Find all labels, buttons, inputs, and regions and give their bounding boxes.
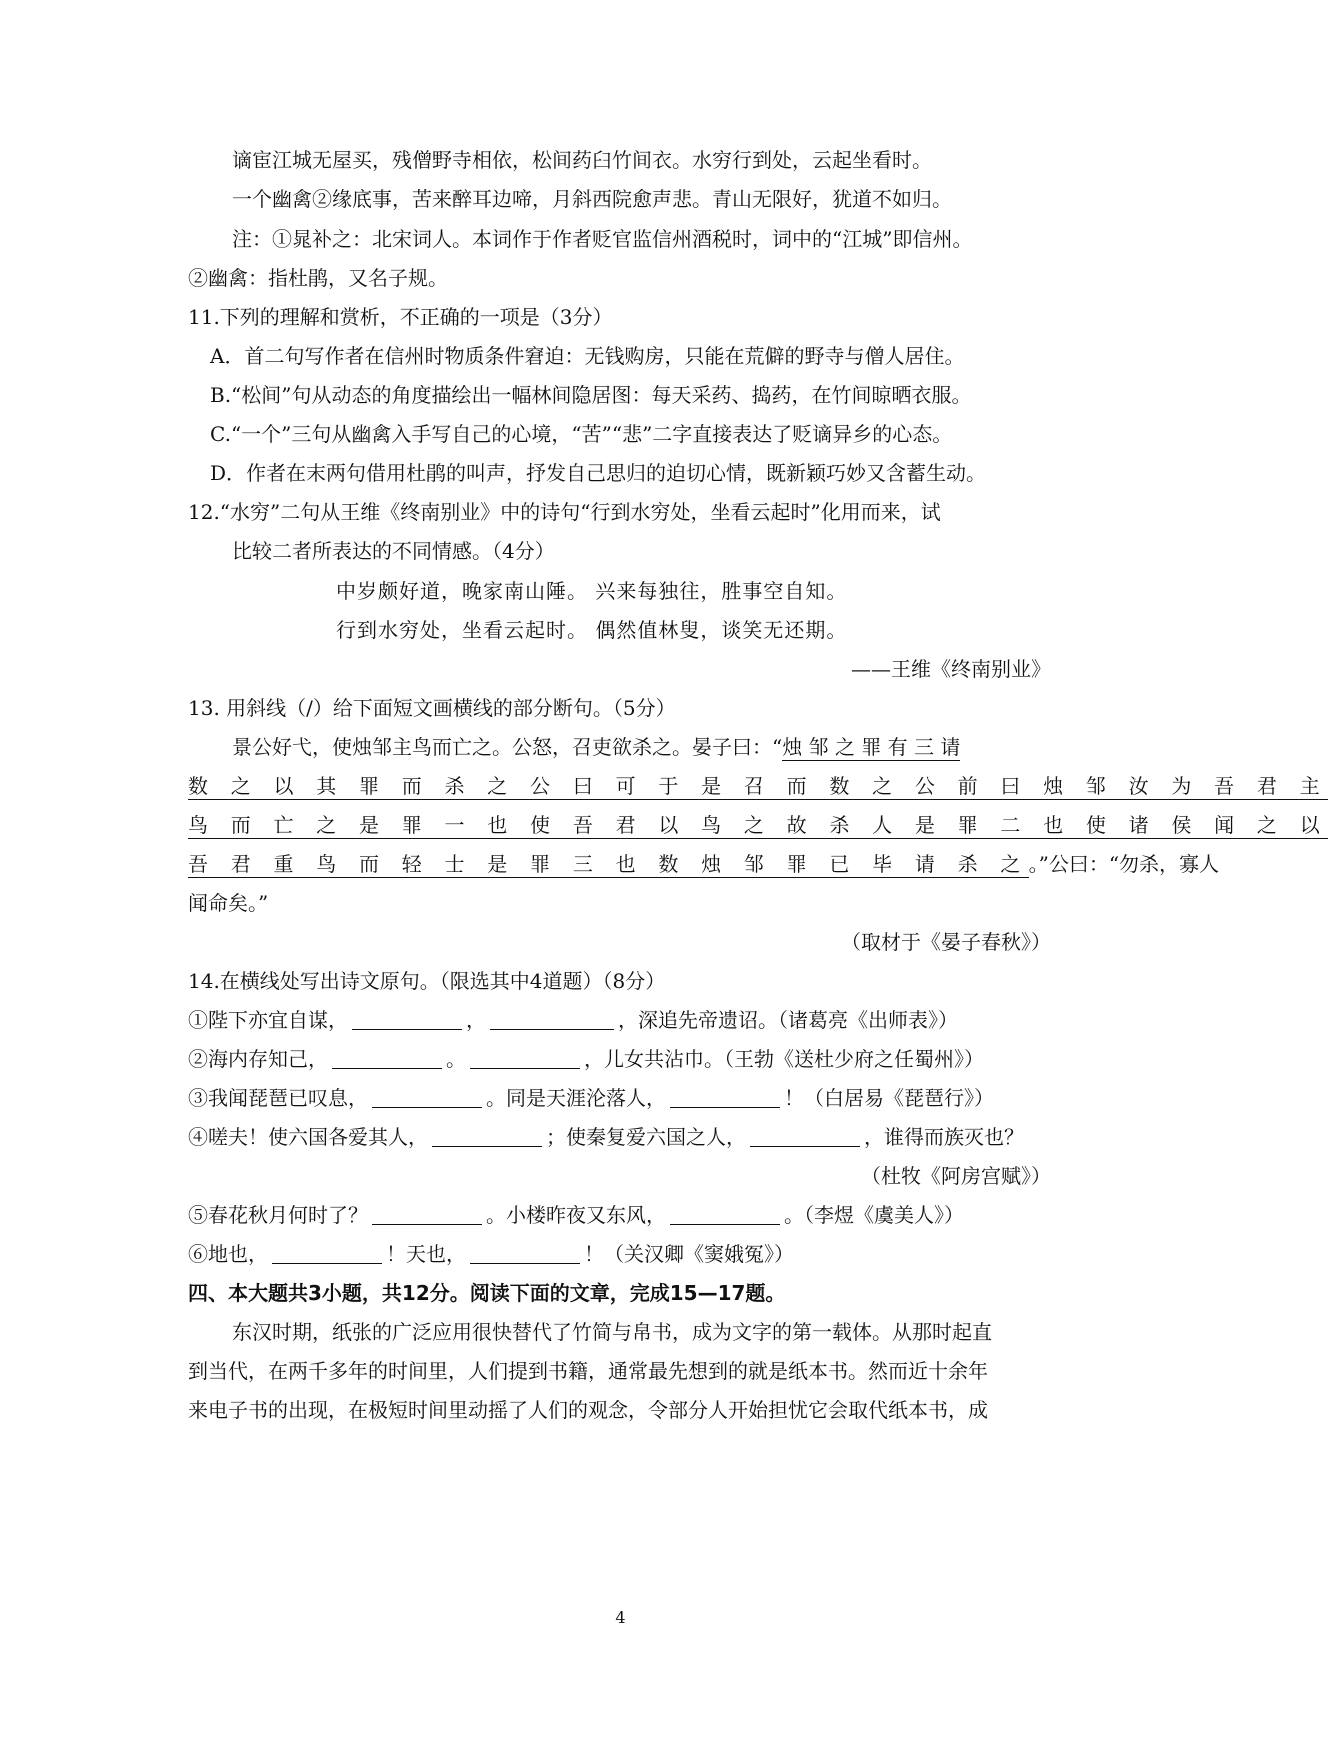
- q14-item-5-text-c: 。（李煜《虞美人》）: [784, 1203, 964, 1227]
- q13-text-line-1: [232, 732, 1102, 762]
- q13-text-line-3: [188, 810, 1328, 840]
- q14-item-2-text-b: 。: [446, 1047, 466, 1071]
- poem-line-1: 谪宦江城无屋买，残僧野寺相依，松间药臼竹间衣。水穷行到处，云起坐看时。: [232, 148, 932, 172]
- q13-source: （取材于《晏子春秋》）: [841, 930, 1051, 954]
- q12-poem-line-2: 行到水穷处，坐看云起时。 偶然值林叟，谈笑无还期。: [336, 618, 848, 642]
- q13-text-tail: 。”公曰：“勿杀，寡人: [1028, 852, 1220, 876]
- answer-blank[interactable]: [332, 1048, 442, 1069]
- q14-item-2-text-c: ，儿女共沾巾。（王勃《送杜少府之任蜀州》）: [584, 1047, 984, 1071]
- q13-underline-2: 数 之 以 其 罪 而 杀 之 公 曰 可 于 是 召 而 数 之 公 前 曰 烛 邹 汝 为 吾 君 主: [188, 774, 1328, 798]
- answer-blank[interactable]: [470, 1048, 580, 1069]
- answer-blank[interactable]: [670, 1087, 780, 1108]
- q14-item-3-text-b: 。同是天涯沦落人，: [486, 1086, 666, 1110]
- q11-option-c: C.“一个”三句从幽禽入手写自己的心境，“苦”“悲”二字直接表达了贬谪异乡的心态。: [210, 422, 953, 446]
- section-4-heading: 四、本大题共3小题，共12分。阅读下面的文章，完成15—17题。: [188, 1281, 786, 1305]
- q14-item-1-text-b: ，: [466, 1008, 486, 1032]
- answer-blank[interactable]: [432, 1126, 542, 1147]
- q13-stem: 13. 用斜线（/）给下面短文画横线的部分断句。（5分）: [188, 696, 676, 720]
- q14-item-4-source: （杜牧《阿房宫赋》）: [861, 1164, 1051, 1188]
- answer-blank[interactable]: [470, 1243, 580, 1264]
- q14-item-4: [188, 1122, 1058, 1152]
- q11-option-a: A．首二句写作者在信州时物质条件窘迫：无钱购房，只能在荒僻的野寺与僧人居住。: [210, 344, 965, 368]
- q13-text-line-2: [188, 771, 1328, 801]
- q14-item-5-text-b: 。小楼昨夜又东风，: [486, 1203, 666, 1227]
- q13-text-end: 闻命矣。”: [188, 891, 269, 915]
- q11-option-d: D．作者在末两句借用杜鹃的叫声，抒发自己思归的迫切心情，既新颖巧妙又含蓄生动。: [210, 461, 987, 485]
- answer-blank[interactable]: [352, 1009, 462, 1030]
- q14-item-1-text-a: ①陛下亦宜自谋，: [188, 1008, 348, 1032]
- q14-item-2: [188, 1044, 1058, 1074]
- q14-item-1: [188, 1005, 1058, 1035]
- q14-item-3: [188, 1083, 1058, 1113]
- answer-blank[interactable]: [372, 1204, 482, 1225]
- q12-stem-2: 比较二者所表达的不同情感。（4分）: [232, 539, 555, 563]
- q13-underline-1: 烛 邹 之 罪 有 三 请: [782, 735, 961, 759]
- q14-item-4-text-b: ；使秦复爱六国之人，: [546, 1125, 746, 1149]
- q11-option-b: B.“松间”句从动态的角度描绘出一幅林间隐居图：每天采药、捣药，在竹间晾晒衣服。: [210, 383, 972, 407]
- q14-item-6: [188, 1239, 1058, 1269]
- answer-blank[interactable]: [670, 1204, 780, 1225]
- passage-line-3: 来电子书的出现，在极短时间里动摇了人们的观念，令部分人开始担忧它会取代纸本书，成: [188, 1398, 988, 1422]
- q14-item-5: [188, 1200, 1058, 1230]
- answer-blank[interactable]: [372, 1087, 482, 1108]
- answer-blank[interactable]: [490, 1009, 614, 1030]
- q14-item-5-text-a: ⑤春花秋月何时了？: [188, 1203, 368, 1227]
- answer-blank[interactable]: [272, 1243, 382, 1264]
- q14-item-3-text-c: ！（白居易《琵琶行》）: [784, 1086, 994, 1110]
- q14-item-6-text-b: ！天也，: [386, 1242, 466, 1266]
- page-number: 4: [615, 1608, 626, 1627]
- q14-item-3-text-a: ③我闻琵琶已叹息，: [188, 1086, 368, 1110]
- q14-item-1-text-c: ，深追先帝遗诏。（诸葛亮《出师表》）: [618, 1008, 958, 1032]
- q13-underline-4: 吾 君 重 鸟 而 轻 士 是 罪 三 也 数 烛 邹 罪 已 毕 请 杀 之: [188, 852, 1029, 876]
- q13-underline-3: 鸟 而 亡 之 是 罪 一 也 使 吾 君 以 鸟 之 故 杀 人 是 罪 二 也 使 诸 侯 闻 之 以: [188, 813, 1328, 837]
- q13-text-line-4: [188, 849, 1220, 879]
- q12-stem-1: 12.“水穷”二句从王维《终南别业》中的诗句“行到水穷处，坐看云起时”化用而来，试: [188, 500, 941, 524]
- q14-item-4-text-a: ④嗟夫！使六国各爱其人，: [188, 1125, 428, 1149]
- answer-blank[interactable]: [750, 1126, 860, 1147]
- q12-poem-source: ——王维《终南别业》: [851, 657, 1051, 681]
- q12-poem-line-1: 中岁颇好道，晚家南山陲。 兴来每独往，胜事空自知。: [336, 579, 848, 603]
- note-2: ②幽禽：指杜鹃，又名子规。: [188, 266, 448, 290]
- q14-item-4-text-c: ，谁得而族灭也？: [864, 1125, 1024, 1149]
- note-1: 注：①晁补之：北宋词人。本词作于作者贬官监信州酒税时，词中的“江城”即信州。: [232, 227, 973, 251]
- passage-line-1: 东汉时期，纸张的广泛应用很快替代了竹简与帛书，成为文字的第一载体。从那时起直: [232, 1320, 992, 1344]
- q14-stem: 14.在横线处写出诗文原句。（限选其中4道题）（8分）: [188, 969, 666, 993]
- q13-text-lead: 景公好弋，使烛邹主鸟而亡之。公怒，召吏欲杀之。晏子曰：“: [232, 735, 783, 759]
- q11-stem: 11.下列的理解和赏析，不正确的一项是（3分）: [188, 305, 613, 329]
- q14-item-6-text-a: ⑥地也，: [188, 1242, 268, 1266]
- passage-line-2: 到当代，在两千多年的时间里，人们提到书籍，通常最先想到的就是纸本书。然而近十余年: [188, 1359, 988, 1383]
- poem-line-2: 一个幽禽②缘底事，苦来醉耳边啼，月斜西院愈声悲。青山无限好，犹道不如归。: [232, 187, 952, 211]
- q14-item-6-text-c: ！（关汉卿《窦娥冤》）: [584, 1242, 794, 1266]
- q14-item-2-text-a: ②海内存知己，: [188, 1047, 328, 1071]
